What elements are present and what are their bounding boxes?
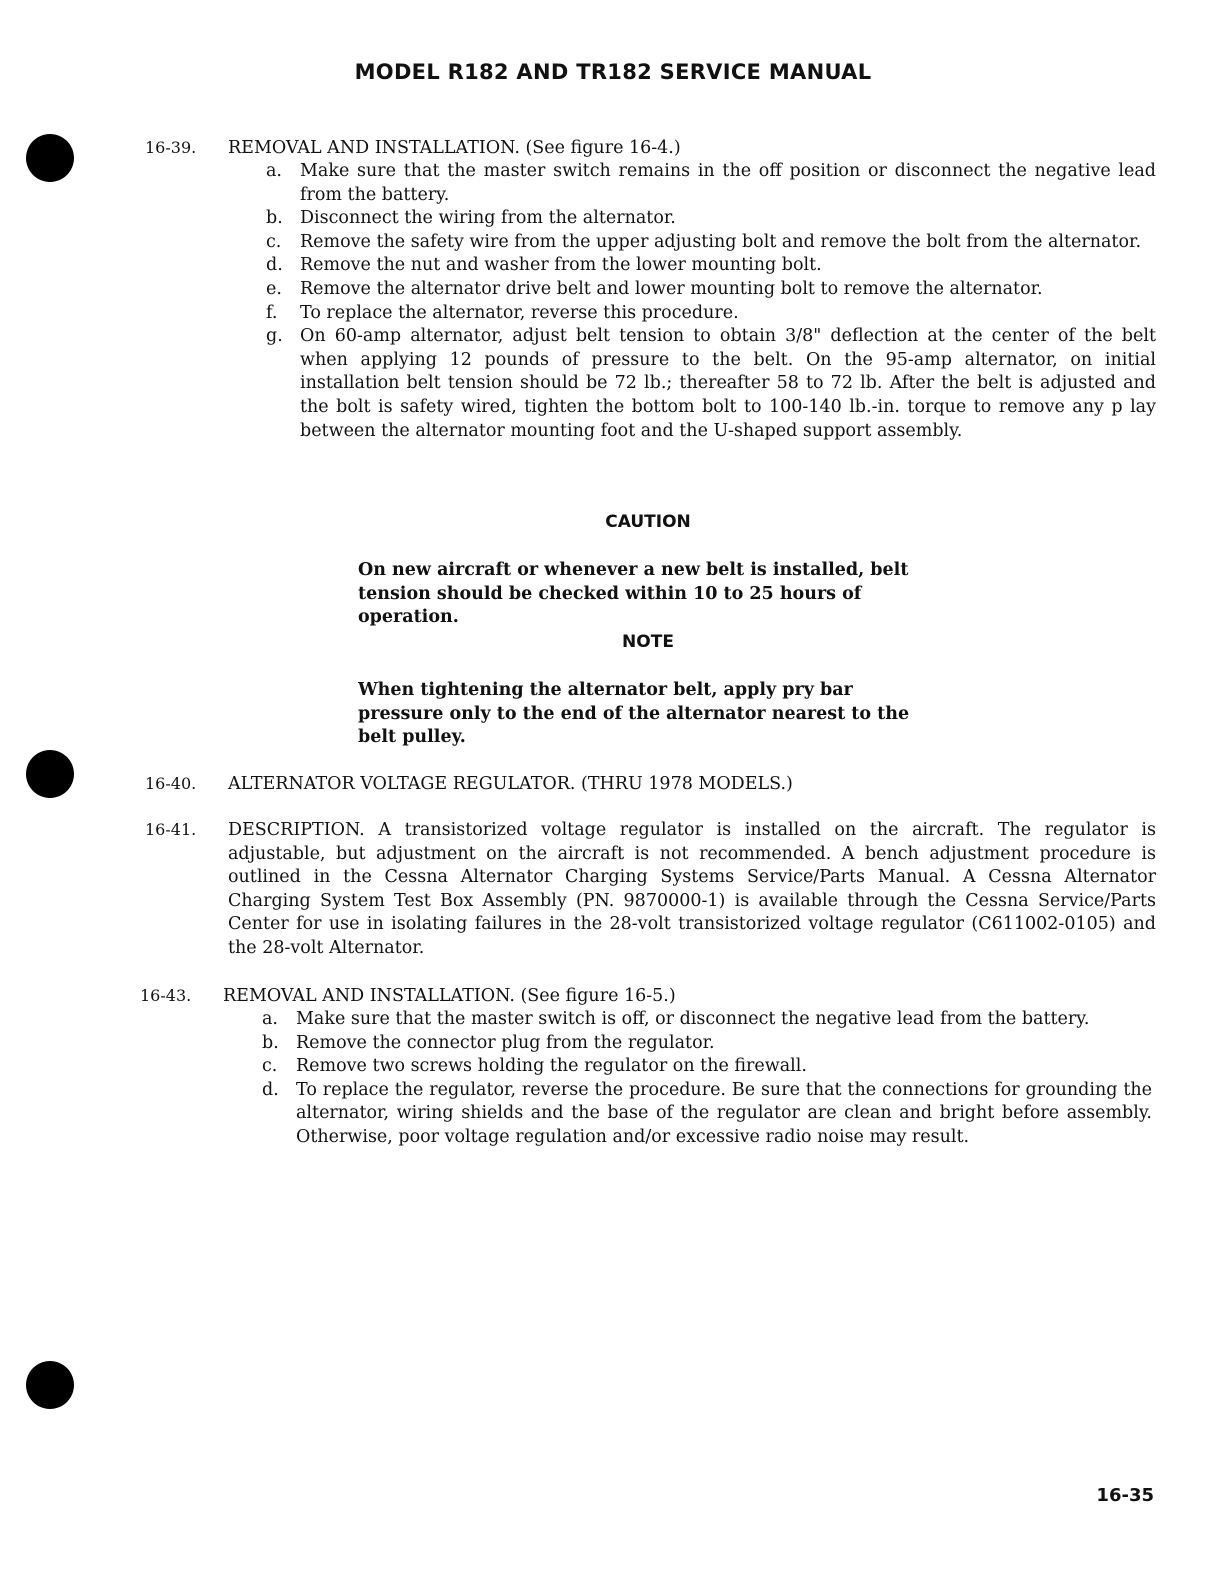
section-16-41-number: 16-41.	[145, 820, 197, 839]
list-item: b. Disconnect the wiring from the alternator.	[266, 208, 676, 229]
note-heading: NOTE	[622, 632, 674, 652]
section-title: ALTERNATOR VOLTAGE REGULATOR. (THRU 1978 MODELS.)	[228, 774, 793, 794]
section-16-43-steps	[262, 1008, 1152, 1150]
caution-text: On new aircraft or whenever a new belt is installed, belt tension should be checked within 10 to 25 hours of operation.	[358, 560, 909, 628]
list-item: a. Make sure that the master switch is off, or disconnect the negative lead from the battery.	[262, 1009, 1090, 1029]
caution-heading: CAUTION	[605, 512, 691, 532]
section-16-39-steps	[266, 160, 1156, 443]
list-item: f. To replace the alternator, reverse this procedure.	[266, 302, 739, 323]
binder-hole-bottom	[26, 1361, 74, 1409]
section-number: 16-43.	[140, 986, 192, 1005]
section-16-41-description: DESCRIPTION. A transistorized voltage regulator is installed on the aircraft. The regulator is adjustable, but adjustment on the aircraft is not recommended. A bench adjustment procedure is outlined in the Cessna Alternator Charging Systems Service/Parts Manual. A Cessna Alternator Charging System Test Box Assembly (PN. 9870000-1) is available through the Cessna Service/Parts Center for use in isolating failures in the 28-volt transistorized voltage regulator (C611002-0105) and the 28-volt Alternator.	[228, 820, 1156, 958]
page-header: MODEL R182 AND TR182 SERVICE MANUAL	[354, 60, 872, 84]
section-16-43-heading	[140, 986, 1140, 1010]
list-item: c. Remove the safety wire from the upper adjusting bolt and remove the bolt from the alternator.	[266, 231, 1142, 252]
section-16-39-heading	[145, 138, 1145, 162]
binder-hole-top	[26, 134, 74, 182]
list-item: e. Remove the alternator drive belt and lower mounting bolt to remove the alternator.	[266, 278, 1043, 299]
binder-hole-middle	[26, 750, 74, 798]
list-item: d. To replace the regulator, reverse the procedure. Be sure that the connections for grounding the alternator, wiring shields and the base of the regulator are clean and bright before assembly. Otherwise, poor voltage regulation and/or excessive radio noise may result.	[262, 1079, 1152, 1147]
note-text: When tightening the alternator belt, apply pry bar pressure only to the end of the alternator nearest to the belt pulley.	[358, 680, 910, 748]
page-number: 16-35	[1096, 1485, 1154, 1506]
section-title: REMOVAL AND INSTALLATION. (See figure 16-5.)	[223, 986, 676, 1006]
list-item: b. Remove the connector plug from the regulator.	[262, 1032, 715, 1053]
list-item: c. Remove two screws holding the regulator on the firewall.	[262, 1056, 807, 1077]
section-16-40-heading	[145, 774, 1145, 798]
list-item: d. Remove the nut and washer from the lower mounting bolt.	[266, 255, 822, 276]
section-title: REMOVAL AND INSTALLATION. (See figure 16-4.)	[228, 138, 681, 158]
list-item: a. Make sure that the master switch remains in the off position or disconnect the negative lead from the battery.	[266, 161, 1156, 205]
section-number: 16-39.	[145, 138, 197, 157]
list-item: g. On 60-amp alternator, adjust belt tension to obtain 3/8" deflection at the center of the belt when applying 12 pounds of pressure to the belt. On the 95-amp alternator, on initial installation belt tension should be 72 lb.; thereafter 58 to 72 lb. After the belt is adjusted and the bolt is safety wired, tighten the bottom bolt to 100-140 lb.-in. torque to remove any p lay between the alternator mounting foot and the U-shaped support assembly.	[266, 326, 1156, 441]
section-number: 16-40.	[145, 774, 197, 793]
